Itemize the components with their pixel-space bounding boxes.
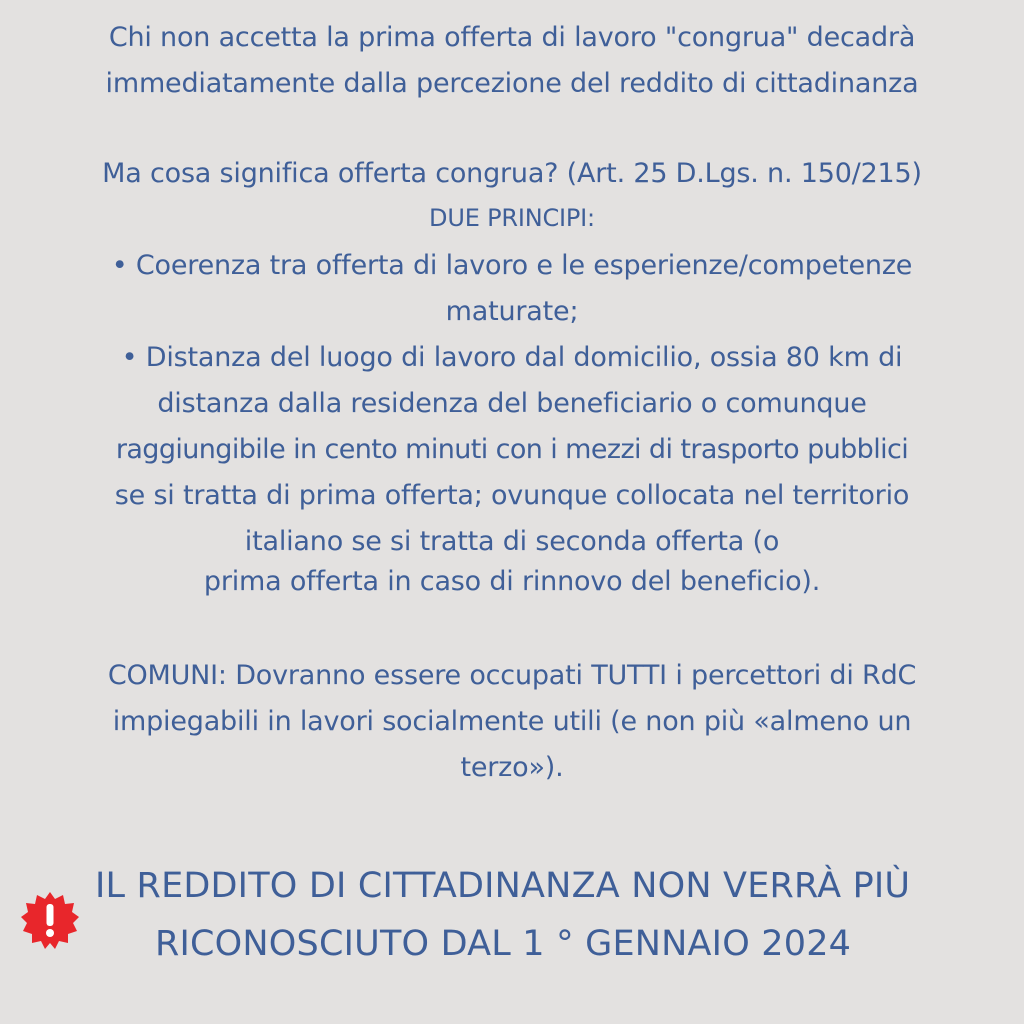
principle-2-line-1: • Distanza del luogo di lavoro dal domicilio, ossia 80 km di [121, 342, 903, 373]
principle-2-line-5: italiano se si tratta di seconda offerta (o [244, 526, 780, 557]
notice-line-1: IL REDDITO DI CITTADINANZA NON VERRÀ PIÙ [95, 866, 911, 906]
principle-2-line-2: distanza dalla residenza del beneficiario o comunque [157, 388, 867, 419]
principle-1-line-2: maturate; [445, 296, 579, 327]
notice-line-2: RICONOSCIUTO DAL 1 ° GENNAIO 2024 [155, 924, 852, 964]
intro-line-1: Chi non accetta la prima offerta di lavoro "congrua" decadrà [108, 22, 916, 53]
comuni-line-1: COMUNI: Dovranno essere occupati TUTTI i percettori di RdC [107, 660, 917, 691]
principle-1-line-1: • Coerenza tra offerta di lavoro e le esperienze/competenze [111, 250, 913, 281]
comuni-line-3: terzo»). [460, 752, 564, 783]
principle-2-line-6: prima offerta in caso di rinnovo del beneficio). [203, 566, 821, 597]
intro-line-2: immediatamente dalla percezione del reddito di cittadinanza [105, 68, 919, 99]
principle-2-line-3: raggiungibile in cento minuti con i mezzi di trasporto pubblici [115, 434, 909, 465]
principle-2-line-4: se si tratta di prima offerta; ovunque collocata nel territorio [114, 480, 910, 511]
definition-question: Ma cosa significa offerta congrua? (Art. 25 D.Lgs. n. 150/215) [102, 158, 922, 189]
exclamation-badge-icon [20, 890, 80, 950]
comuni-line-2: impiegabili in lavori socialmente utili (e non più «almeno un [112, 706, 912, 737]
principles-heading: DUE PRINCIPI: [429, 204, 595, 232]
